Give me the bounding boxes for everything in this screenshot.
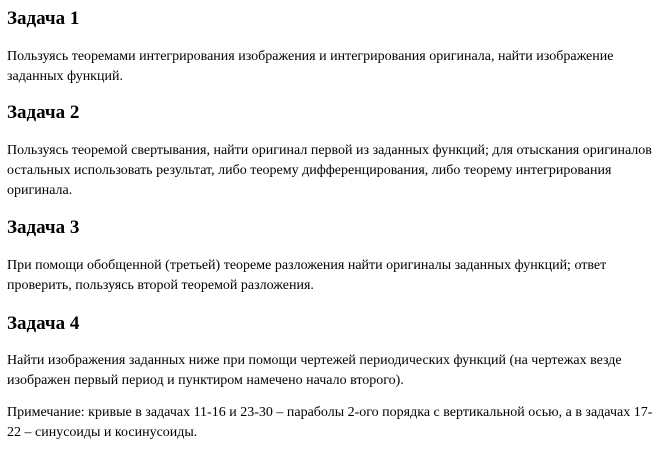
task-4-heading: Задача 4 <box>7 313 80 334</box>
task-3-text: При помощи обобщенной (третьей) теореме разложения найти оригиналы заданных функций; ответ проверить, пользуясь второй теоремой разложения. <box>7 258 607 293</box>
task-3-heading: Задача 3 <box>7 217 80 238</box>
task-1-text: Пользуясь теоремами интегрирования изображения и интегрирования оригинала, найти изображение заданных функций. <box>7 49 614 84</box>
task-2-text: Пользуясь теоремой свертывания, найти оригинал первой из заданных функций; для отыскания оригиналов остальных использовать результат, либо теорему дифференцирования, либо теорему интегрирования оригинала. <box>7 143 652 198</box>
task-1-heading: Задача 1 <box>7 8 80 29</box>
task-4-note: Примечание: кривые в задачах 11-16 и 23-30 – параболы 2-ого порядка с вертикальной осью, а в задачах 17-22 – синусоиды и косинусоиды. <box>7 405 653 440</box>
task-4-text: Найти изображения заданных ниже при помощи чертежей периодических функций (на чертежах везде изображен первый период и пунктиром намечено начало второго). <box>7 353 622 388</box>
task-2-heading: Задача 2 <box>7 102 80 123</box>
